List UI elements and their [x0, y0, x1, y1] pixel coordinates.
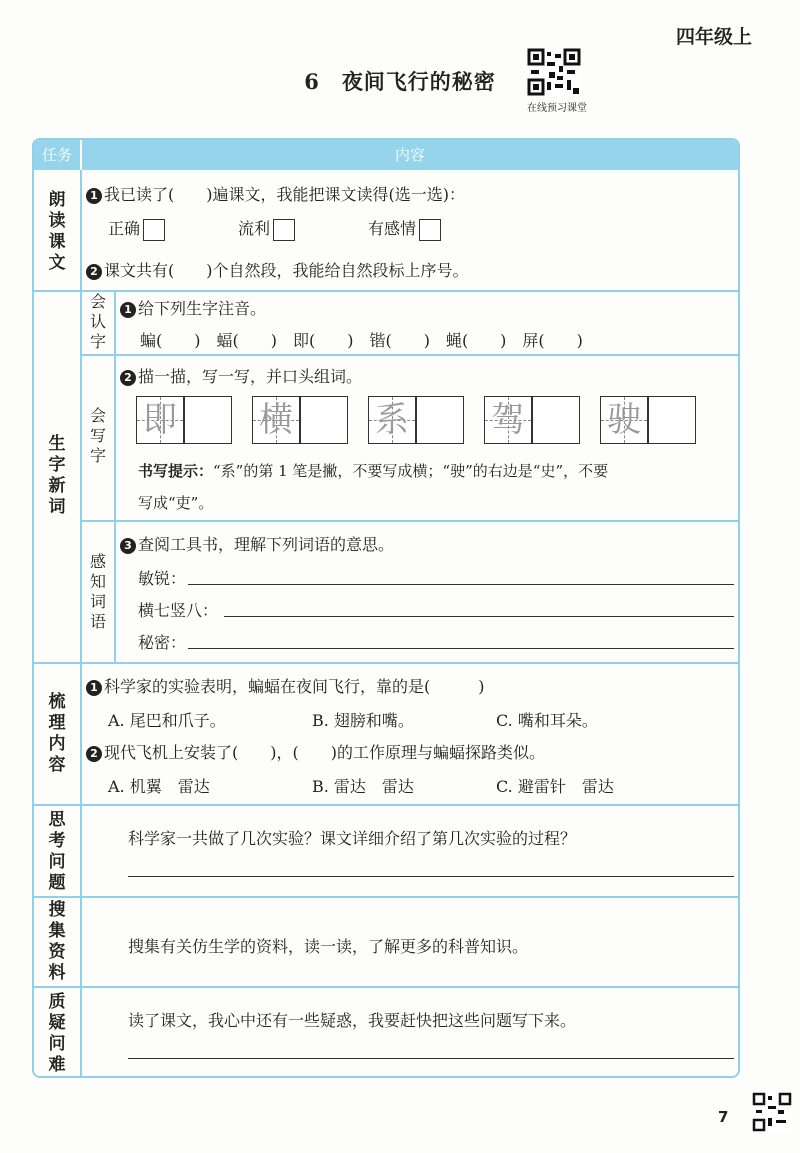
understand-instruction: [120, 532, 394, 555]
checkbox-emotion[interactable]: [419, 219, 441, 241]
answer-line[interactable]: [224, 616, 734, 617]
reading-q2: [86, 258, 469, 281]
row-divider: [80, 354, 738, 356]
writing-grid-2[interactable]: [252, 396, 348, 444]
hint-title: 书写提示：: [138, 462, 214, 480]
bullet-number: 3: [120, 538, 136, 554]
trace-character: 驶: [607, 400, 641, 440]
writing-grid-5[interactable]: [600, 396, 696, 444]
understand-text: 查阅工具书，理解下列词语的意思。: [138, 535, 395, 554]
bullet-number: 1: [86, 680, 102, 696]
row-divider: [34, 290, 738, 292]
writing-hint-line1: [138, 460, 608, 481]
option-label: 有感情: [368, 219, 417, 238]
answer-line[interactable]: [188, 584, 734, 585]
writing-grid-1[interactable]: [136, 396, 232, 444]
sub-label-write: 会 写 字: [89, 406, 106, 465]
col-task-header: 任务: [41, 146, 72, 164]
sub-label-recognize: 会 认 字: [89, 292, 106, 351]
recognize-text: 给下列生字注音。: [138, 299, 267, 318]
collect-instruction: 搜集有关仿生学的资料，读一读，了解更多的科普知识。: [128, 937, 529, 956]
row-divider: [34, 986, 738, 988]
word-label-2: 横七竖八：: [138, 601, 219, 620]
sorting-q2-text: 现代飞机上安装了( )，( )的工作原理与蝙蝠探路类似。: [104, 743, 545, 762]
recognize-instruction: [120, 296, 266, 319]
task-label-sorting: 梳 理 内 容: [48, 692, 66, 775]
writing-grid-4[interactable]: [484, 396, 580, 444]
reading-q1-text: 我已读了( )遍课文，我能把课文读得(选一选)：: [104, 185, 465, 204]
table-header: [34, 140, 738, 170]
lesson-title: [0, 66, 800, 96]
reading-option-correct[interactable]: [108, 216, 165, 241]
sorting-q1: [86, 674, 485, 697]
grade-label: 四年级上: [675, 26, 752, 48]
sorting-q2-option-b[interactable]: B. 雷达 雷达: [312, 777, 414, 796]
row-divider: [34, 662, 738, 664]
checkbox-correct[interactable]: [143, 219, 165, 241]
answer-line[interactable]: [128, 876, 734, 877]
sorting-q1-option-c[interactable]: C. 嘴和耳朵。: [496, 711, 598, 730]
page-number: 7: [718, 1108, 729, 1126]
sorting-q1-option-a[interactable]: A. 尾巴和爪子。: [108, 711, 226, 730]
bullet-number: 2: [86, 746, 102, 762]
word-label-1: 敏锐：: [138, 569, 187, 588]
word-label-3: 秘密：: [138, 633, 187, 652]
row-divider: [34, 896, 738, 898]
task-table: [32, 138, 740, 1078]
task-label-thinking: 思 考 问 题: [48, 810, 66, 893]
task-label-question: 质 疑 问 难: [48, 992, 66, 1075]
writing-hint-line2: 写成“吏”。: [138, 494, 214, 512]
sorting-q2-option-a[interactable]: A. 机翼 雷达: [108, 777, 210, 796]
qr-code-icon[interactable]: [527, 48, 581, 96]
reading-q1: [86, 182, 465, 205]
task-label-reading: 朗 读 课 文: [48, 190, 66, 273]
sorting-q2: [86, 740, 545, 763]
sorting-q1-text: 科学家的实验表明，蝙蝠在夜间飞行，靠的是( ): [104, 677, 485, 696]
pinyin-characters-line[interactable]: 蝙( ) 蝠( ) 即( ) 锴( ) 蝇( ) 屏( ): [140, 331, 583, 350]
checkbox-fluent[interactable]: [273, 219, 295, 241]
qr-label: 在线预习课堂: [527, 103, 587, 114]
answer-line[interactable]: [128, 1058, 734, 1059]
write-instruction: [120, 364, 362, 387]
task-label-new-words: 生 字 新 词: [48, 434, 66, 517]
bullet-number: 2: [86, 264, 102, 280]
question-instruction: 读了课文，我心中还有一些疑惑，我要赶快把这些问题写下来。: [128, 1011, 577, 1030]
sorting-q2-option-c[interactable]: C. 避雷针 雷达: [496, 777, 614, 796]
lesson-number: 6: [304, 69, 320, 94]
bullet-number: 2: [120, 370, 136, 386]
answer-line[interactable]: [188, 648, 734, 649]
col-content-header: 内容: [80, 140, 738, 170]
writing-grid-3[interactable]: [368, 396, 464, 444]
thinking-question: 科学家一共做了几次实验？课文详细介绍了第几次实验的过程？: [128, 829, 577, 848]
qr-code-icon[interactable]: [752, 1092, 792, 1132]
reading-option-emotion[interactable]: [368, 216, 441, 241]
write-text: 描一描，写一写，并口头组词。: [138, 367, 363, 386]
trace-character: 横: [259, 400, 293, 440]
row-divider: [34, 804, 738, 806]
trace-character: 即: [143, 400, 177, 440]
hint-text: “系”的第 1 笔是撇，不要写成横；“驶”的右边是“史”，不要: [213, 462, 609, 480]
reading-q2-text: 课文共有( )个自然段，我能给自然段标上序号。: [104, 261, 469, 280]
sorting-q1-option-b[interactable]: B. 翅膀和嘴。: [312, 711, 414, 730]
trace-character: 驾: [491, 400, 525, 440]
option-label: 正确: [108, 219, 141, 238]
trace-character: 系: [375, 400, 409, 440]
lesson-title-text: 夜间飞行的秘密: [341, 69, 496, 94]
sub-label-understand: 感 知 词 语: [89, 552, 106, 631]
subtask-column-divider: [114, 290, 116, 662]
reading-option-fluent[interactable]: [238, 216, 295, 241]
bullet-number: 1: [120, 302, 136, 318]
task-label-collect: 搜 集 资 料: [48, 900, 66, 983]
row-divider: [80, 520, 738, 522]
option-label: 流利: [238, 219, 271, 238]
bullet-number: 1: [86, 188, 102, 204]
